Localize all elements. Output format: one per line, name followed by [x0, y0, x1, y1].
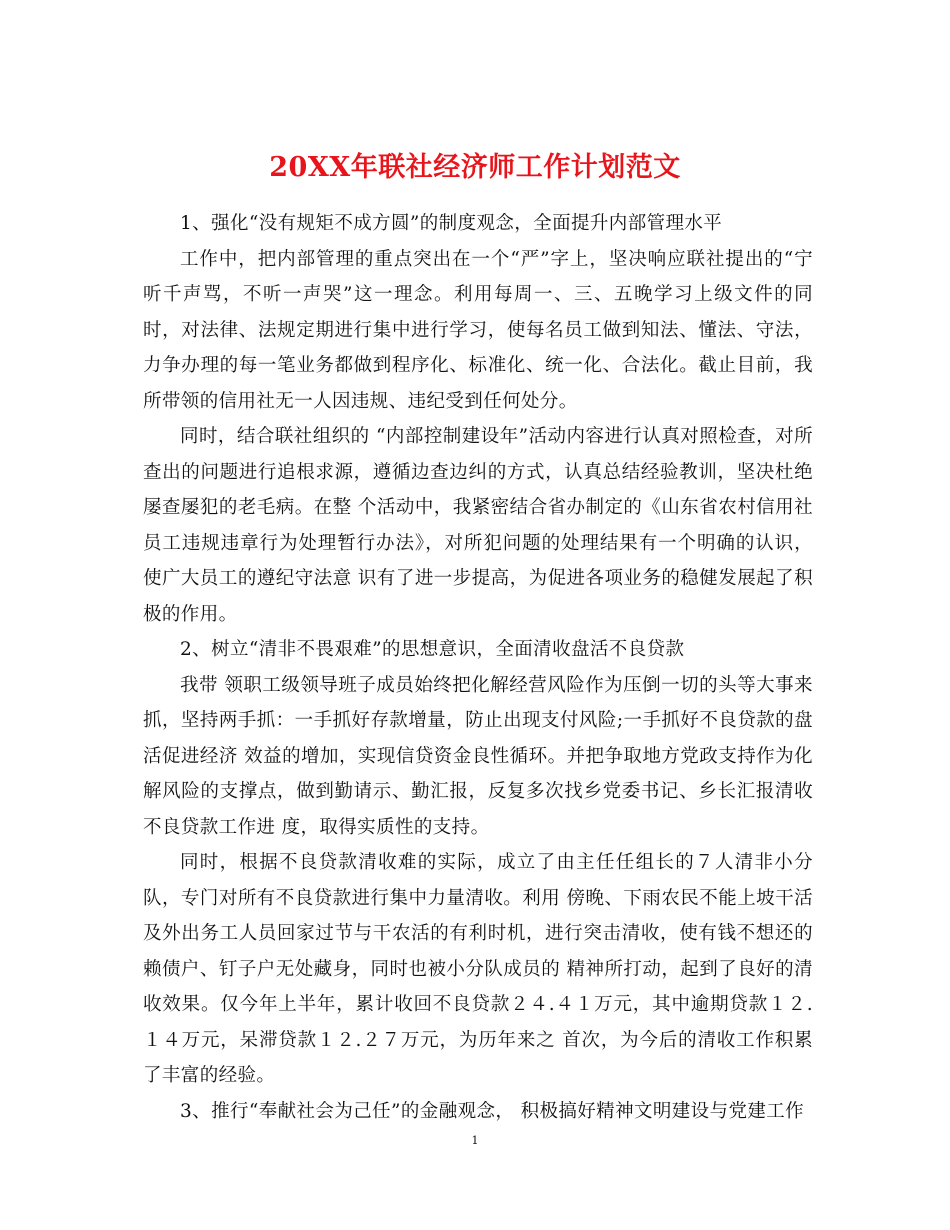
document-body [143, 206, 813, 1129]
body-paragraph: 同时，结合联社组织的 “内部控制建设年”活动内容进行认真对照检查，对所查出的问题进行追根求源，遵循边查边纠的方式，认真总结经验教训，坚决杜绝屡查屡犯的老毛病。在整 个活动中，我紧密结合省办制定的《山东省农村信用社员工违规违章行为处理暂行办法》，对所犯问题的处理结果有一个明确的认识，使广大员工的遵纪守法意 识有了进一步提高，为促进各项业务的稳健发展起了积极的作用。 [143, 426, 813, 625]
body-paragraph: 同时，根据不良贷款清收难的实际，成立了由主任任组长的７人清非小分队，专门对所有不良贷款进行集中力量清收。利用 傍晚、下雨农民不能上坡干活及外出务工人员回家过节与干农活的有利时机，进行突击清收，使有钱不想还的赖债户、钉子户无处藏身，同时也被小分队成员的 精神所打动，起到了良好的清收效果。仅今年上半年，累计收回不良贷款２４.４１万元，其中逾期贷款１２.１４万元，呆滞贷款１２.２７万元，为历年来之 首次，为今后的清收工作积累了丰富的经验。 [143, 852, 813, 1086]
section-heading-1: 1、强化“没有规矩不成方圆”的制度观念，全面提升内部管理水平 [180, 213, 723, 234]
body-paragraph: 我带 领职工级领导班子成员始终把化解经营风险作为压倒一切的头等大事来抓，坚持两手抓：一手抓好存款增量，防止出现支付风险;一手抓好不良贷款的盘活促进经济 效益的增加，实现信贷资金良性循环。并把争取地方党政支持作为化解风险的支撑点，做到勤请示、勤汇报，反复多次找乡党委书记、乡长汇报清收不良贷款工作进 度，取得实质性的支持。 [143, 674, 813, 838]
section-heading-2: 2、树立“清非不畏艰难”的思想意识，全面清收盘活不良贷款 [180, 639, 685, 660]
page-number: 1 [471, 1134, 479, 1147]
document-title: 20XX年联社经济师工作计划范文 [269, 152, 681, 184]
section-heading-3: 3、推行“奉献社会为己任”的金融观念， 积极搞好精神文明建设与党建工作 [180, 1100, 805, 1122]
body-paragraph: 工作中，把内部管理的重点突出在一个“严”字上，坚决响应联社提出的“宁听千声骂，不听一声哭”这一理念。利用每周一、三、五晚学习上级文件的同时，对法律、法规定期进行集中进行学习，使每名员工做到知法、懂法、守法，力争办理的每一笔业务都做到程序化、标准化、统一化、合法化。截止目前，我所带领的信用社无一人因违规、违纪受到任何处分。 [143, 248, 813, 412]
